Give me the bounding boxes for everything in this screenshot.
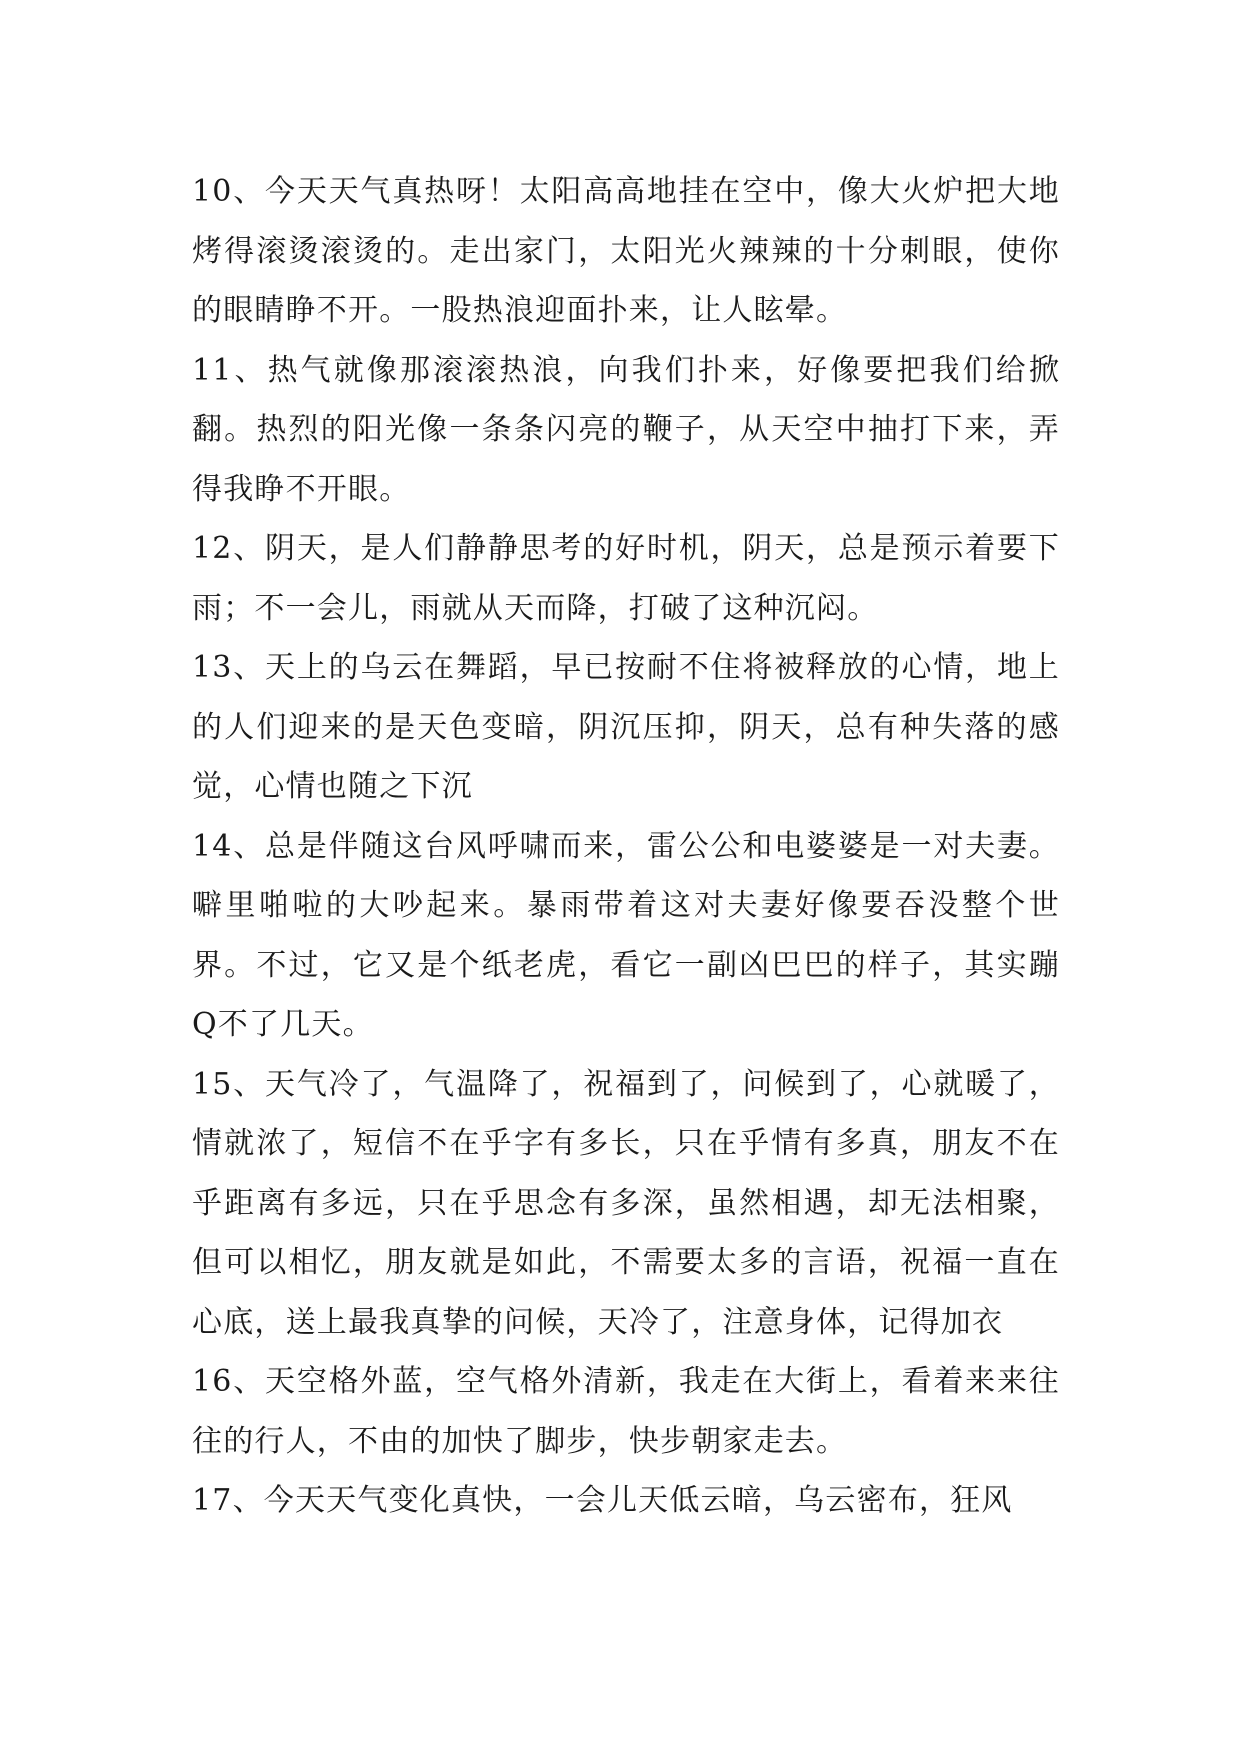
paragraph-10: 10、今天天气真热呀！太阳高高地挂在空中，像大火炉把大地烤得滚烫滚烫的。走出家门，太阳光火辣辣的十分刺眼，使你的眼睛睁不开。一股热浪迎面扑来，让人眩晕。 xyxy=(192,174,1060,328)
paragraph-14: 14、总是伴随这台风呼啸而来，雷公公和电婆婆是一对夫妻。噼里啪啦的大吵起来。暴雨带着这对夫妻好像要吞没整个世界。不过，它又是个纸老虎，看它一副凶巴巴的样子，其实蹦Q不了几天。 xyxy=(192,828,1060,1042)
paragraph-15: 15、天气冷了，气温降了，祝福到了，问候到了，心就暖了，情就浓了，短信不在乎字有多长，只在乎情有多真，朋友不在乎距离有多远，只在乎思念有多深，虽然相遇，却无法相聚，但可以相忆，朋友就是如此，不需要太多的言语，祝福一直在心底，送上最我真挚的问候，天冷了，注意身体，记得加衣 xyxy=(192,1066,1060,1340)
paragraph-12: 12、阴天，是人们静静思考的好时机，阴天，总是预示着要下雨；不一会儿，雨就从天而降，打破了这种沉闷。 xyxy=(192,531,1060,626)
paragraph-16: 16、天空格外蓝，空气格外清新，我走在大街上，看着来来往往的行人，不由的加快了脚步，快步朝家走去。 xyxy=(192,1364,1060,1459)
paragraph-11: 11、热气就像那滚滚热浪，向我们扑来，好像要把我们给掀翻。热烈的阳光像一条条闪亮的鞭子，从天空中抽打下来，弄得我睁不开眼。 xyxy=(192,352,1060,507)
paragraph-17: 17、今天天气变化真快，一会儿天低云暗，乌云密布，狂风 xyxy=(192,1483,1013,1518)
paragraph-13: 13、天上的乌云在舞蹈，早已按耐不住将被释放的心情，地上的人们迎来的是天色变暗，阴沉压抑，阴天，总有种失落的感觉，心情也随之下沉 xyxy=(192,650,1060,804)
document-body xyxy=(192,162,1060,1531)
